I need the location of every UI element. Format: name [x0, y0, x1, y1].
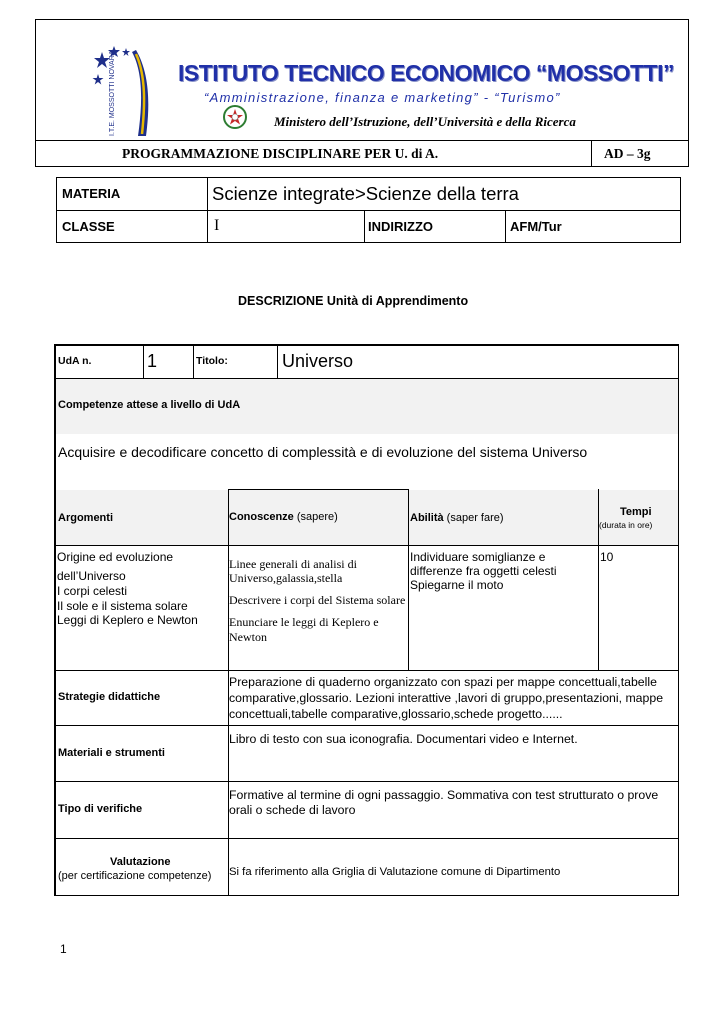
uda-divider-1 [143, 345, 144, 378]
argomenti-item: Origine ed evoluzione [57, 550, 174, 564]
logo-text: I.T.E. MOSSOTTI NOVARA [109, 50, 116, 136]
strategie-row-bottom [55, 725, 679, 726]
header-col-divider-2 [408, 489, 409, 671]
argomenti-item: I corpi celesti [57, 584, 128, 599]
section-title: DESCRIZIONE Unità di Apprendimento [238, 294, 469, 308]
headers-row-bottom [55, 545, 679, 546]
materiali-row-bottom [55, 781, 679, 782]
conoscenze-list [229, 557, 407, 644]
abilita-header-label: Abilità [410, 512, 444, 524]
verifiche-value: Formative al termine di ogni passaggio. Sommativa con test strutturato o prove orali o schede di lavoro [229, 788, 659, 818]
argomenti-item: Il sole e il sistema solare [57, 598, 188, 613]
abilita-item: Spiegarne il moto [410, 578, 504, 593]
conoscenze-item: Enunciare le leggi di Keplero e Newton [229, 615, 379, 644]
abilita-header-sub: (saper fare) [443, 512, 504, 524]
strategie-label: Strategie didattiche [58, 691, 161, 703]
header-code-divider [591, 140, 592, 167]
school-name: ISTITUTO TECNICO ECONOMICO “MOSSOTTI” [178, 60, 675, 86]
argomenti-list [57, 550, 225, 628]
tempi-value: 10 [600, 550, 614, 564]
header-col-divider-3 [598, 489, 599, 671]
programma-title: PROGRAMMAZIONE DISCIPLINARE PER U. di A. [122, 146, 439, 161]
argomenti-item: dell’Universo [57, 568, 126, 583]
indirizzo-value: AFM/Tur [510, 219, 562, 234]
valutazione-sub: (per certificazione competenze) [58, 870, 212, 882]
conoscenze-header-label: Conoscenze [229, 511, 294, 523]
tempi-header-sub: (durata in ore) [599, 520, 653, 530]
materiali-label: Materiali e strumenti [58, 747, 165, 759]
tempi-header: Tempi [620, 506, 652, 518]
info-col-divider-2 [364, 210, 365, 243]
competenze-label: Competenze attese a livello di UdA [58, 399, 241, 411]
uda-divider-2 [193, 345, 194, 378]
school-subtitle: “Amministrazione, finanza e marketing” - “Turismo” [204, 90, 561, 105]
document-code: AD – 3g [604, 146, 651, 161]
titolo-label: Titolo: [196, 355, 228, 367]
argomenti-header: Argomenti [58, 512, 113, 524]
argomenti-item: Leggi di Keplero e Newton [57, 612, 198, 627]
conoscenze-item: Descrivere i corpi del Sistema solare [229, 593, 406, 608]
valutazione-label: Valutazione [110, 856, 171, 868]
conoscenze-header-sub: (sapere) [293, 511, 338, 523]
materiali-value: Libro di testo con sua iconografia. Documentari video e Internet. [229, 732, 578, 746]
uda-divider-3 [277, 345, 278, 378]
abilita-item: Individuare somiglianze e differenze fra oggetti celesti [410, 550, 557, 579]
strategie-value: Preparazione di quaderno organizzato con spazi per mappe concettuali,tabelle comparative,glossario. Lezioni interattive ,lavori di gruppo,presentazioni, mappe concettuali,tabelle comparative,glossario,schede progetto...... [229, 675, 664, 721]
ministry-line: Ministero dell’Istruzione, dell’Università e della Ricerca [274, 114, 576, 129]
valutazione-value: Si fa riferimento alla Griglia di Valutazione comune di Dipartimento [229, 866, 561, 878]
uda-number: 1 [147, 351, 158, 371]
verifiche-label: Tipo di verifiche [58, 803, 143, 815]
materia-label: MATERIA [62, 186, 121, 201]
uda-number-label: UdA n. [58, 355, 92, 367]
conoscenze-top-line [228, 489, 409, 490]
content-row-bottom [55, 670, 679, 671]
materia-value: Scienze integrate>Scienze della terra [212, 183, 519, 204]
verifiche-row-bottom [55, 838, 679, 839]
info-col-divider-3 [505, 210, 506, 243]
abilita-list [410, 550, 596, 592]
headers-row [56, 490, 678, 545]
conoscenze-item: Linee generali di analisi di Universo,galassia,stella [229, 557, 357, 586]
titolo-value: Universo [282, 351, 354, 371]
page-number: 1 [60, 942, 67, 956]
indirizzo-label: INDIRIZZO [368, 219, 433, 234]
school-logo [92, 44, 152, 140]
info-col-divider-1 [207, 177, 208, 243]
conoscenze-header [229, 511, 338, 523]
abilita-header [410, 512, 504, 524]
classe-value: I [214, 217, 220, 234]
classe-label: CLASSE [62, 219, 115, 234]
competenze-value: Acquisire e decodificare concetto di complessità e di evoluzione del sistema Universo [58, 444, 588, 460]
republic-emblem [222, 104, 248, 130]
info-row-divider [56, 210, 681, 211]
